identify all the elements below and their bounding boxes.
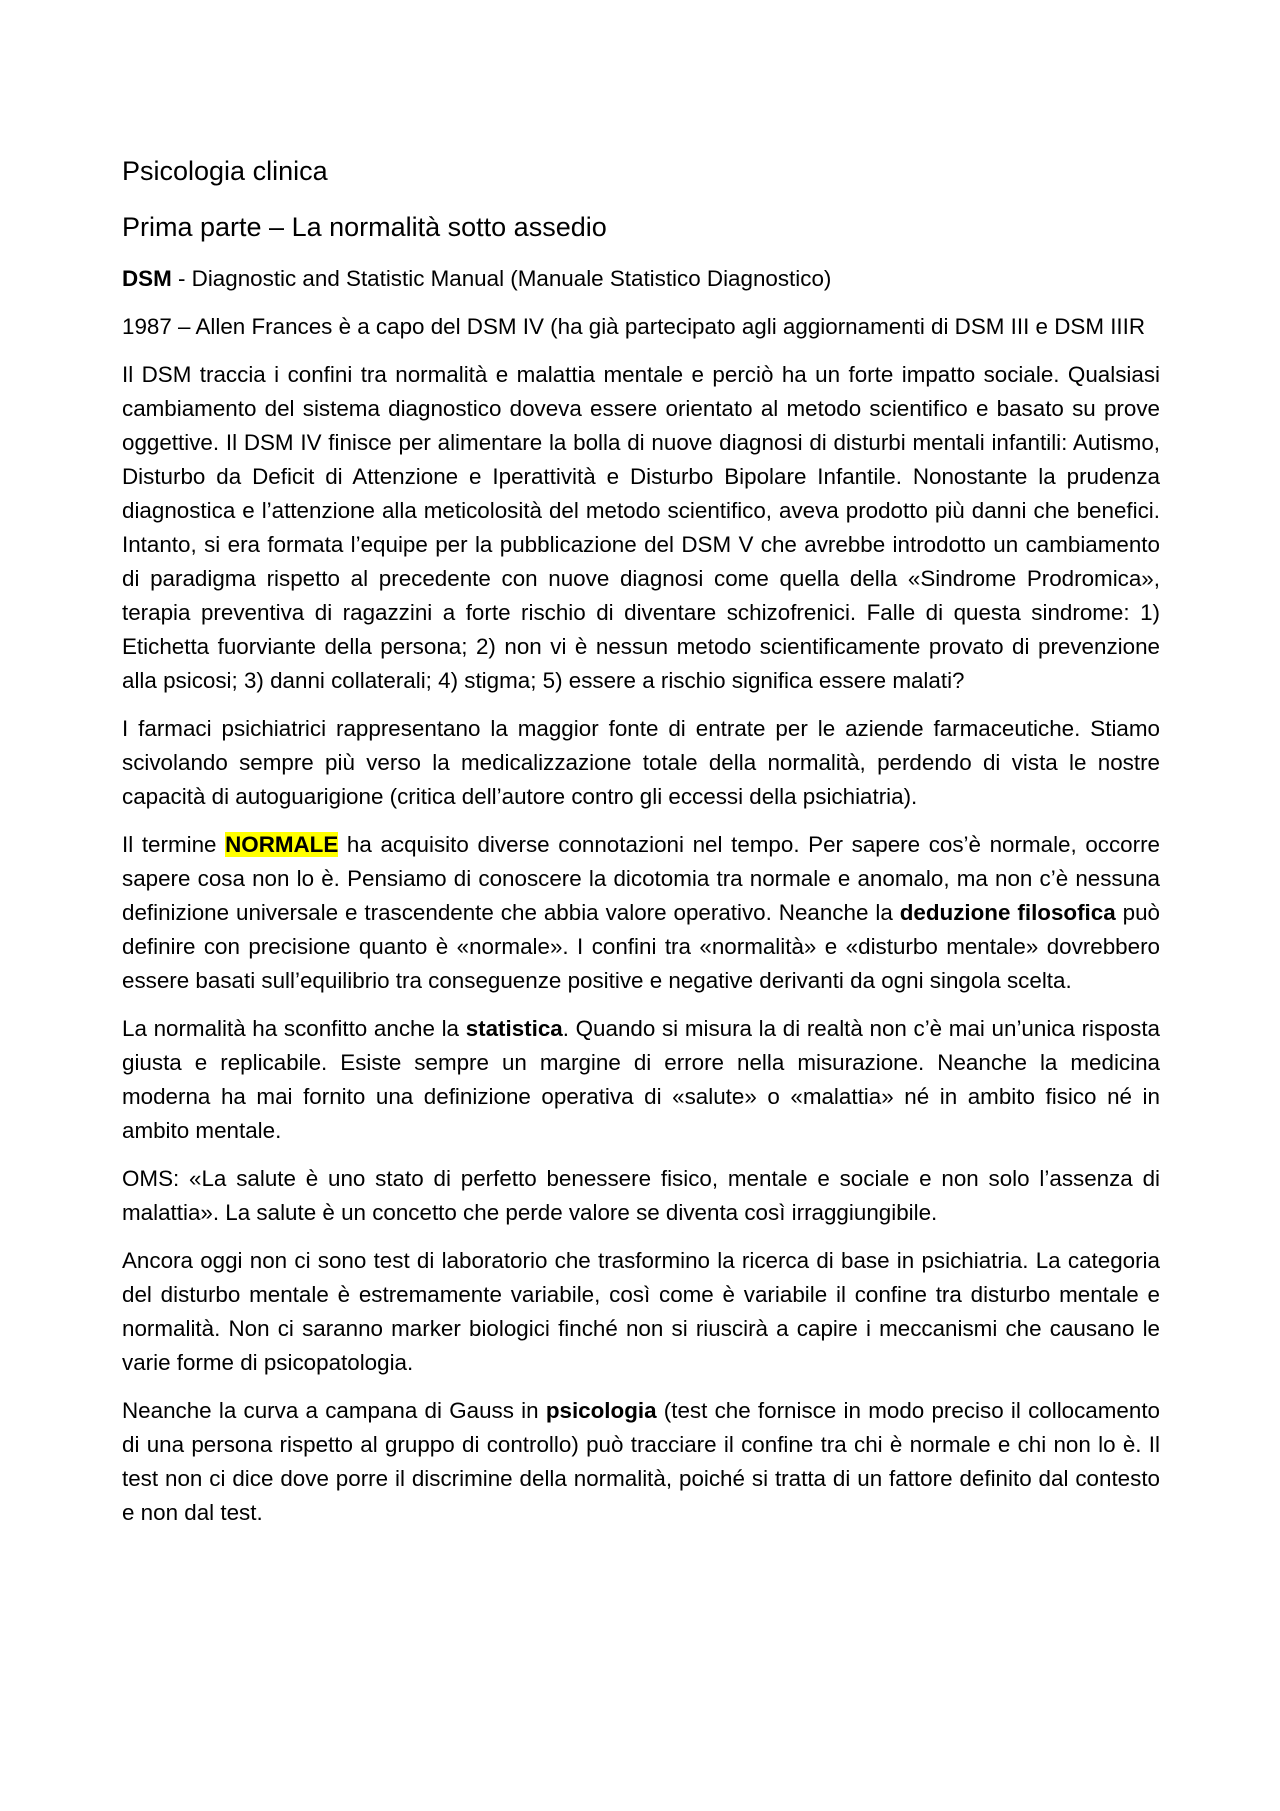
paragraph-ancora: Ancora oggi non ci sono test di laboratorio che trasformino la ricerca di base in psichiatria. La categoria del disturbo mentale è estremamente variabile, così come è variabile il confine tra disturbo mentale e normalità. Non ci saranno marker biologici finché non si riuscirà a capire i meccanismi che causano le varie forme di psicopatologia. — [122, 1248, 1160, 1375]
gauss-text-b: (test che fornisce in modo preciso il collocamento di una persona rispetto al gruppo di controllo) può tracciare il confine tra chi è normale e chi non lo è. Il test non ci dice dove porre il discrimine della normalità, poiché si tratta di un fattore definito dal contesto e non dal test. — [122, 1398, 1160, 1525]
paragraph-gauss — [122, 1394, 1160, 1530]
dsm-description: - Diagnostic and Statistic Manual (Manuale Statistico Diagnostico) — [171, 266, 832, 291]
paragraph-statistica — [122, 1012, 1160, 1148]
deduzione-filosofica-bold: deduzione filosofica — [899, 900, 1116, 925]
normale-text-b: ha acquisito diverse connotazioni nel tempo. Per sapere cos’è normale, occorre sapere cosa non lo è. Pensiamo di conoscere la dicotomia tra normale e anomalo, ma non c’è nessuna definizione universale e trascendente che abbia valore operativo. Neanche la — [122, 832, 1160, 925]
paragraph-1987: 1987 – Allen Frances è a capo del DSM IV (ha già partecipato agli aggiornamenti di DSM III e DSM IIIR — [122, 314, 1146, 339]
normale-highlight: NORMALE — [225, 832, 339, 857]
paragraph-dsm-confini: Il DSM traccia i confini tra normalità e malattia mentale e perciò ha un forte impatto sociale. Qualsiasi cambiamento del sistema diagnostico doveva essere orientato al metodo scientifico e basato su prove oggettive. Il DSM IV finisce per alimentare la bolla di nuove diagnosi di disturbi mentali infantili: Autismo, Disturbo da Deficit di Attenzione e Iperattività e Disturbo Bipolare Infantile. Nonostante la prudenza diagnostica e l’attenzione alla meticolosità del metodo scientifico, aveva prodotto più danni che benefici. Intanto, si era formata l’equipe per la pubblicazione del DSM V che avrebbe introdotto un cambiamento di paradigma rispetto al precedente con nuove diagnosi come quella della «Sindrome Prodromica», terapia preventiva di ragazzini a forte rischio di diventare schizofrenici. Falle di questa sindrome: 1) Etichetta fuorviante della persona; 2) non vi è nessun metodo scientificamente provato di prevenzione alla psicosi; 3) danni collaterali; 4) stigma; 5) essere a rischio significa essere malati? — [122, 362, 1160, 693]
dsm-bold-term: DSM — [122, 266, 172, 291]
statistica-text-a: La normalità ha sconfitto anche la — [122, 1016, 466, 1041]
normale-text-a: Il termine — [122, 832, 226, 857]
statistica-text-b: . Quando si misura la di realtà non c’è mai un’unica risposta giusta e replicabile. Esiste sempre un margine di errore nella misurazione. Neanche la medicina moderna ha mai fornito una definizione operativa di «salute» o «malattia» né in ambito fisico né in ambito mentale. — [122, 1016, 1160, 1143]
paragraph-oms: OMS: «La salute è uno stato di perfetto benessere fisico, mentale e sociale e non solo l’assenza di malattia». La salute è un concetto che perde valore se diventa così irraggiungibile. — [122, 1166, 1160, 1225]
psicologia-bold: psicologia — [545, 1398, 657, 1423]
dsm-paragraph — [122, 262, 1160, 296]
statistica-bold: statistica — [465, 1016, 563, 1041]
normale-text-c: può definire con precisione quanto è «normale». I confini tra «normalità» e «disturbo mentale» dovrebbero essere basati sull’equilibrio tra conseguenze positive e negative derivanti da ogni singola scelta. — [122, 900, 1160, 993]
document-subtitle: Prima parte – La normalità sotto assedio — [122, 212, 607, 242]
gauss-text-a: Neanche la curva a campana di Gauss in — [122, 1398, 546, 1423]
paragraph-farmaci: I farmaci psichiatrici rappresentano la maggior fonte di entrate per le aziende farmaceutiche. Stiamo scivolando sempre più verso la medicalizzazione totale della normalità, perdendo di vista le nostre capacità di autoguarigione (critica dell’autore contro gli eccessi della psichiatria). — [122, 716, 1160, 809]
document-page — [122, 150, 1160, 1544]
document-title: Psicologia clinica — [122, 156, 328, 186]
paragraph-normale — [122, 828, 1160, 998]
